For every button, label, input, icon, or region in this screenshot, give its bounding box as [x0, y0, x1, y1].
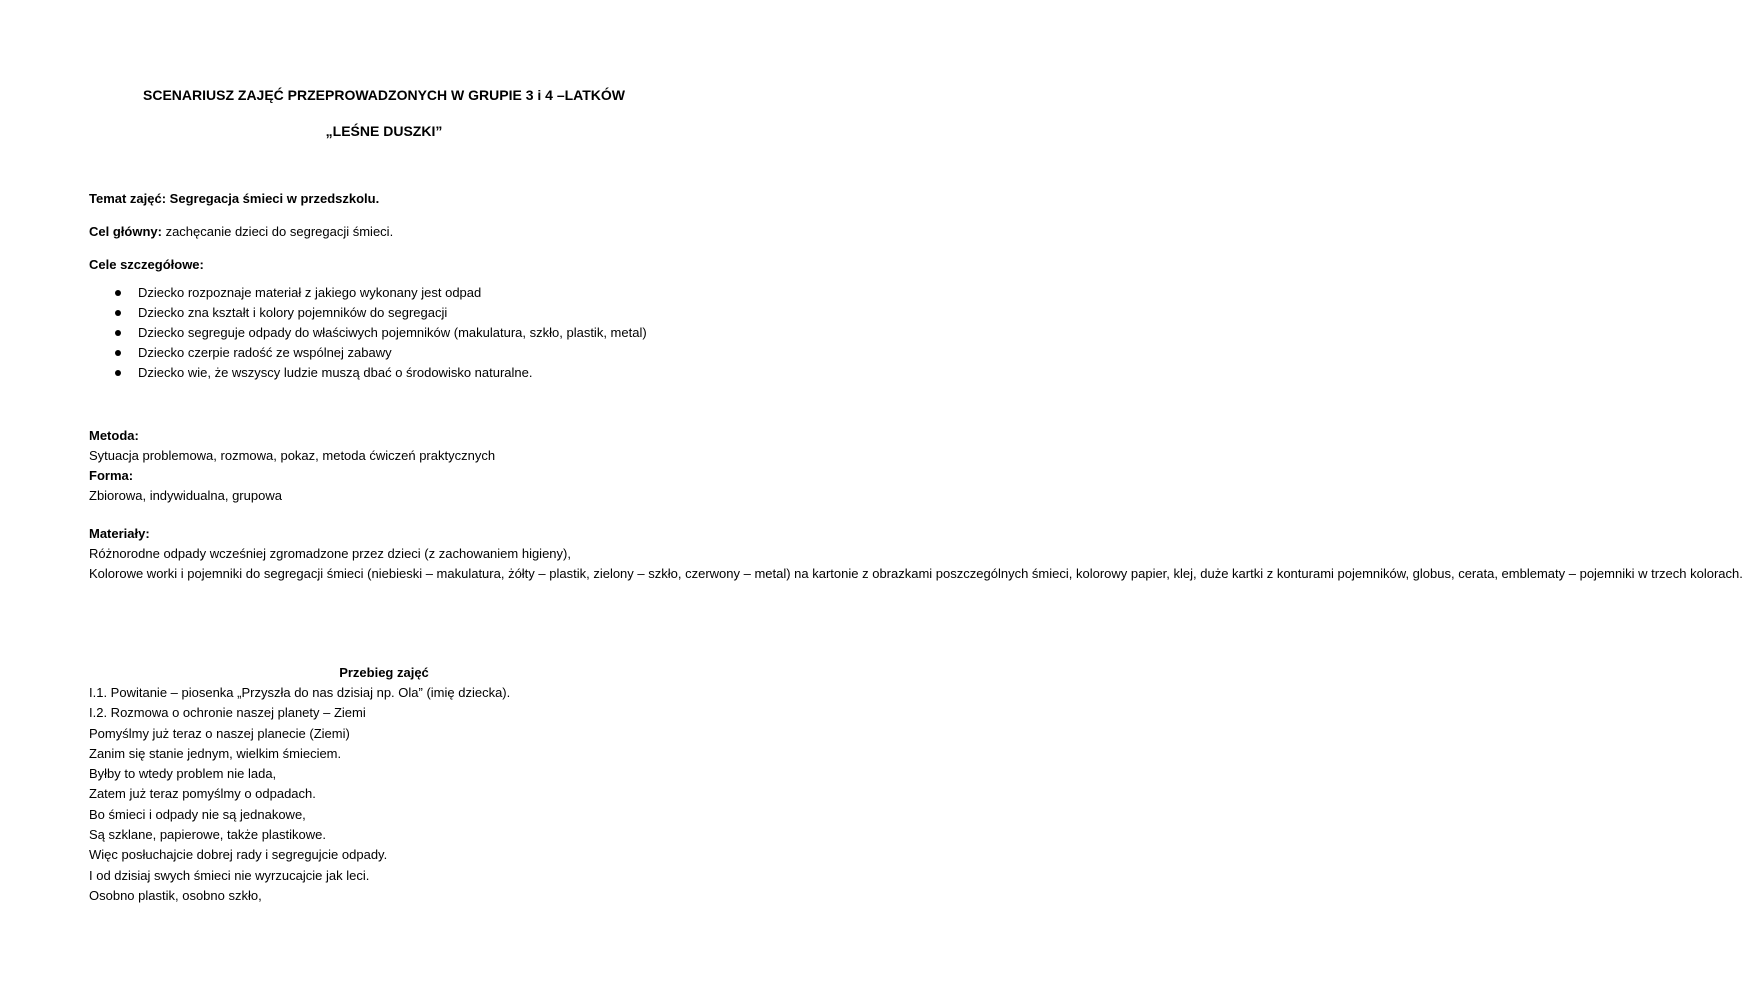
- method-text: Sytuacja problemowa, rozmowa, pokaz, metoda ćwiczeń praktycznych: [89, 448, 496, 463]
- detailed-goals-heading: Cele szczegółowe:: [89, 257, 204, 272]
- list-item: [89, 303, 679, 323]
- list-item-text: Dziecko segreguje odpady do właściwych pojemników (makulatura, szkło, plastik, metal): [138, 325, 647, 340]
- list-item-text: Dziecko rozpoznaje materiał z jakiego wykonany jest odpad: [138, 285, 482, 300]
- poem-line: Są szklane, papierowe, także plastikowe.: [89, 827, 327, 843]
- materials-section: [89, 524, 1743, 584]
- course-text: [89, 683, 689, 906]
- list-item: [89, 343, 679, 363]
- list-item: [89, 363, 679, 383]
- course-line: I.1. Powitanie – piosenka „Przyszła do nas dzisiaj np. Ola” (imię dziecka).: [89, 685, 511, 700]
- bullet-icon: [115, 290, 121, 296]
- main-goal-label: Cel główny:: [89, 224, 162, 239]
- list-item-text: Dziecko czerpie radość ze wspólnej zabawy: [138, 345, 392, 360]
- poem-line: I od dzisiaj swych śmieci nie wyrzucajcie jak leci.: [89, 867, 370, 883]
- detailed-goals-list: [89, 283, 679, 383]
- method-form-section: [89, 426, 679, 506]
- poem-line: Zanim się stanie jednym, wielkim śmieciem.: [89, 745, 342, 761]
- main-goal-text: zachęcanie dzieci do segregacji śmieci.: [161, 224, 394, 239]
- poem-line: Zatem już teraz pomyślmy o odpadach.: [89, 786, 316, 802]
- materials-line: Różnorodne odpady wcześniej zgromadzone przez dzieci (z zachowaniem higieny),: [89, 546, 571, 561]
- list-item-text: Dziecko zna kształt i kolory pojemników do segregacji: [138, 305, 448, 320]
- method-heading: Metoda:: [89, 428, 139, 443]
- main-goal-line: [89, 222, 679, 242]
- course-heading: Przebieg zajęć: [339, 665, 429, 680]
- poem-line: Osobno plastik, osobno szkło,: [89, 887, 262, 903]
- poem-line: Pomyślmy już teraz o naszej planecie (Ziemi): [89, 725, 350, 741]
- course-line: I.2. Rozmowa o ochronie naszej planety – Ziemi: [89, 705, 366, 721]
- document-title: SCENARIUSZ ZAJĘĆ PRZEPROWADZONYCH W GRUPIE 3 i 4 –LATKÓW: [143, 87, 625, 103]
- topic-line: Temat zajęć: Segregacja śmieci w przedszkolu.: [89, 191, 380, 206]
- bullet-icon: [115, 370, 121, 376]
- bullet-icon: [115, 350, 121, 356]
- form-heading: Forma:: [89, 468, 134, 483]
- list-item: [89, 283, 679, 303]
- list-item-text: Dziecko wie, że wszyscy ludzie muszą dbać o środowisko naturalne.: [138, 365, 533, 380]
- poem-line: Byłby to wtedy problem nie lada,: [89, 766, 277, 782]
- list-item: [89, 323, 679, 343]
- materials-text: Kolorowe worki i pojemniki do segregacji śmieci (niebieski – makulatura, żółty – plastik, zielony – szkło, czerwony – metal) na kartonie z obrazkami poszczególnych śmieci, kolorowy papier, klej, duże kartki z konturami pojemników, globus, cerata, emblematy – pojemniki w trzech kolorach.: [89, 566, 1743, 581]
- poem-line: Bo śmieci i odpady nie są jednakowe,: [89, 806, 306, 822]
- document-subtitle: „LEŚNE DUSZKI”: [325, 123, 443, 139]
- bullet-icon: [115, 310, 121, 316]
- bullet-icon: [115, 330, 121, 336]
- form-text: Zbiorowa, indywidualna, grupowa: [89, 488, 282, 503]
- poem-line: Więc posłuchajcie dobrej rady i segregujcie odpady.: [89, 847, 388, 863]
- materials-heading: Materiały:: [89, 526, 150, 541]
